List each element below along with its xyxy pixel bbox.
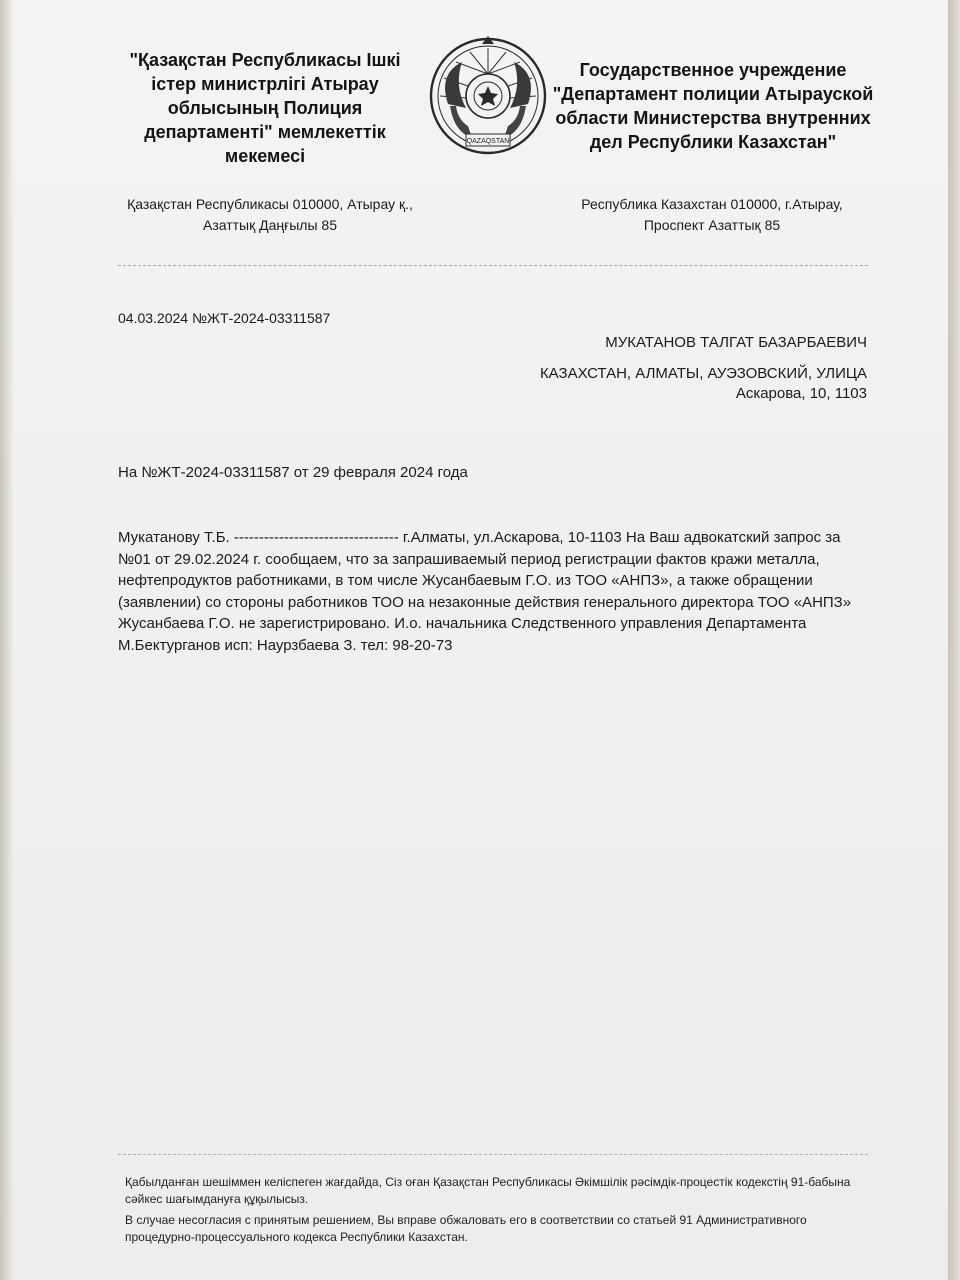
reference-line: На №ЖТ-2024-03311587 от 29 февраля 2024 года [118,464,468,481]
header-org-russian: Государственное учреждение "Департамент полиции Атырауской области Министерства внутренних дел Республики Казахстан" [552,60,874,152]
header-address-russian: Республика Казахстан 010000, г.Атырау, Проспект Азаттық 85 [581,196,843,233]
appeal-notice-kazakh: Қабылданған шешіммен келіспеген жағдайда, Сіз оған Қазақстан Республикасы Әкімшілік рәсімдік-процестік кодекстің 91-бабына сәйкес шағымдануға құқылысыз. [125,1175,851,1206]
registration-number: 04.03.2024 №ЖТ-2024-03311587 [118,310,331,326]
letter-body: Мукатанову Т.Б. --------------------------------- г.Алматы, ул.Аскарова, 10-1103 На Ваш адвокатский запрос за №01 от 29.02.2024 г. сообщаем, что за запрашиваемый период регистрации фактов кражи металла, нефтепродуктов работниками, в том числе Жусанбаевым Г.О. из ТОО «АНПЗ», а также обращении (заявлении) со стороны работников ТОО на незаконные действия генерального директора ТОО «АНПЗ» Жусанбаева Г.О. не зарегистрировано. И.о. начальника Следственного управления Департамента М.Бектурганов исп: Наурзбаева З. тел: 98-20-73 [118,529,852,654]
appeal-notice [125,1174,865,1250]
recipient-address: КАЗАХСТАН, АЛМАТЫ, АУЭЗОВСКИЙ, УЛИЦА Аскарова, 10, 1103 [539,365,867,402]
recipient-name: МУКАТАНОВ ТАЛГАТ БАЗАРБАЕВИЧ [605,334,867,351]
state-emblem-icon [428,34,548,158]
header-org-kazakh: "Қазақстан Республикасы Ішкі істер министрлігі Атырау облысының Полиция департаменті" мемлекеттік мекемесі [129,50,401,166]
appeal-notice-russian: В случае несогласия с принятым решением, Вы вправе обжаловать его в соответствии со статьей 91 Административного процедурно-процессуального кодекса Республики Казахстан. [125,1213,807,1244]
page-edge-right [948,0,960,1280]
header-divider [118,265,868,266]
page-shadow-left [0,0,14,1280]
svg-text:QAZAQSTAN: QAZAQSTAN [466,138,510,145]
header-address-kazakh: Қазақстан Республикасы 010000, Атырау қ., Азаттық Даңғылы 85 [127,196,413,233]
recipient-block [490,333,867,404]
footer-divider [118,1154,868,1155]
